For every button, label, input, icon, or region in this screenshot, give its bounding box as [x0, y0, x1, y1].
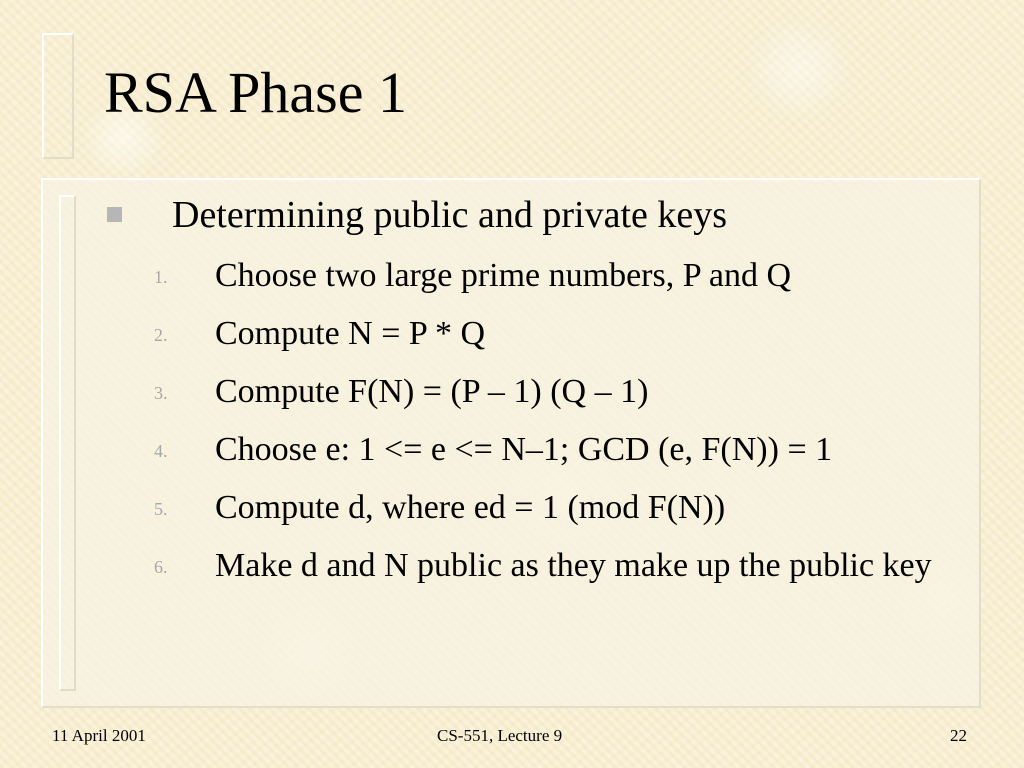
- step-number: 5.: [154, 499, 168, 519]
- step-text: Compute d, where ed = 1 (mod F(N)): [215, 489, 726, 526]
- step-text: Choose e: 1 <= e <= N–1; GCD (e, F(N)) = 1: [215, 431, 833, 468]
- step-number: 6.: [154, 557, 168, 577]
- square-bullet-icon: [107, 207, 122, 222]
- footer-course: CS-551, Lecture 9: [437, 726, 563, 745]
- main-bullet-text: Determining public and private keys: [172, 194, 728, 236]
- list-item: [150, 311, 970, 369]
- step-text: Compute F(N) = (P – 1) (Q – 1): [215, 373, 649, 410]
- step-text: Compute N = P * Q: [215, 315, 486, 352]
- list-item: [150, 485, 970, 543]
- list-item: [150, 369, 970, 427]
- step-number: 2.: [154, 325, 168, 345]
- slide-title: RSA Phase 1: [104, 60, 407, 125]
- list-item: [150, 427, 970, 485]
- step-number: 1.: [154, 267, 168, 287]
- content-decoration-bar: [59, 195, 76, 691]
- footer-date: 11 April 2001: [52, 726, 146, 745]
- step-text: Choose two large prime numbers, P and Q: [215, 257, 792, 294]
- step-text: Make d and N public as they make up the public key: [215, 547, 932, 584]
- title-decoration-bar: [42, 33, 74, 159]
- numbered-steps-list: [150, 253, 970, 601]
- page-number: 22: [950, 726, 967, 745]
- list-item: [150, 253, 970, 311]
- step-number: 4.: [154, 441, 168, 461]
- list-item: [150, 543, 970, 601]
- step-number: 3.: [154, 383, 168, 403]
